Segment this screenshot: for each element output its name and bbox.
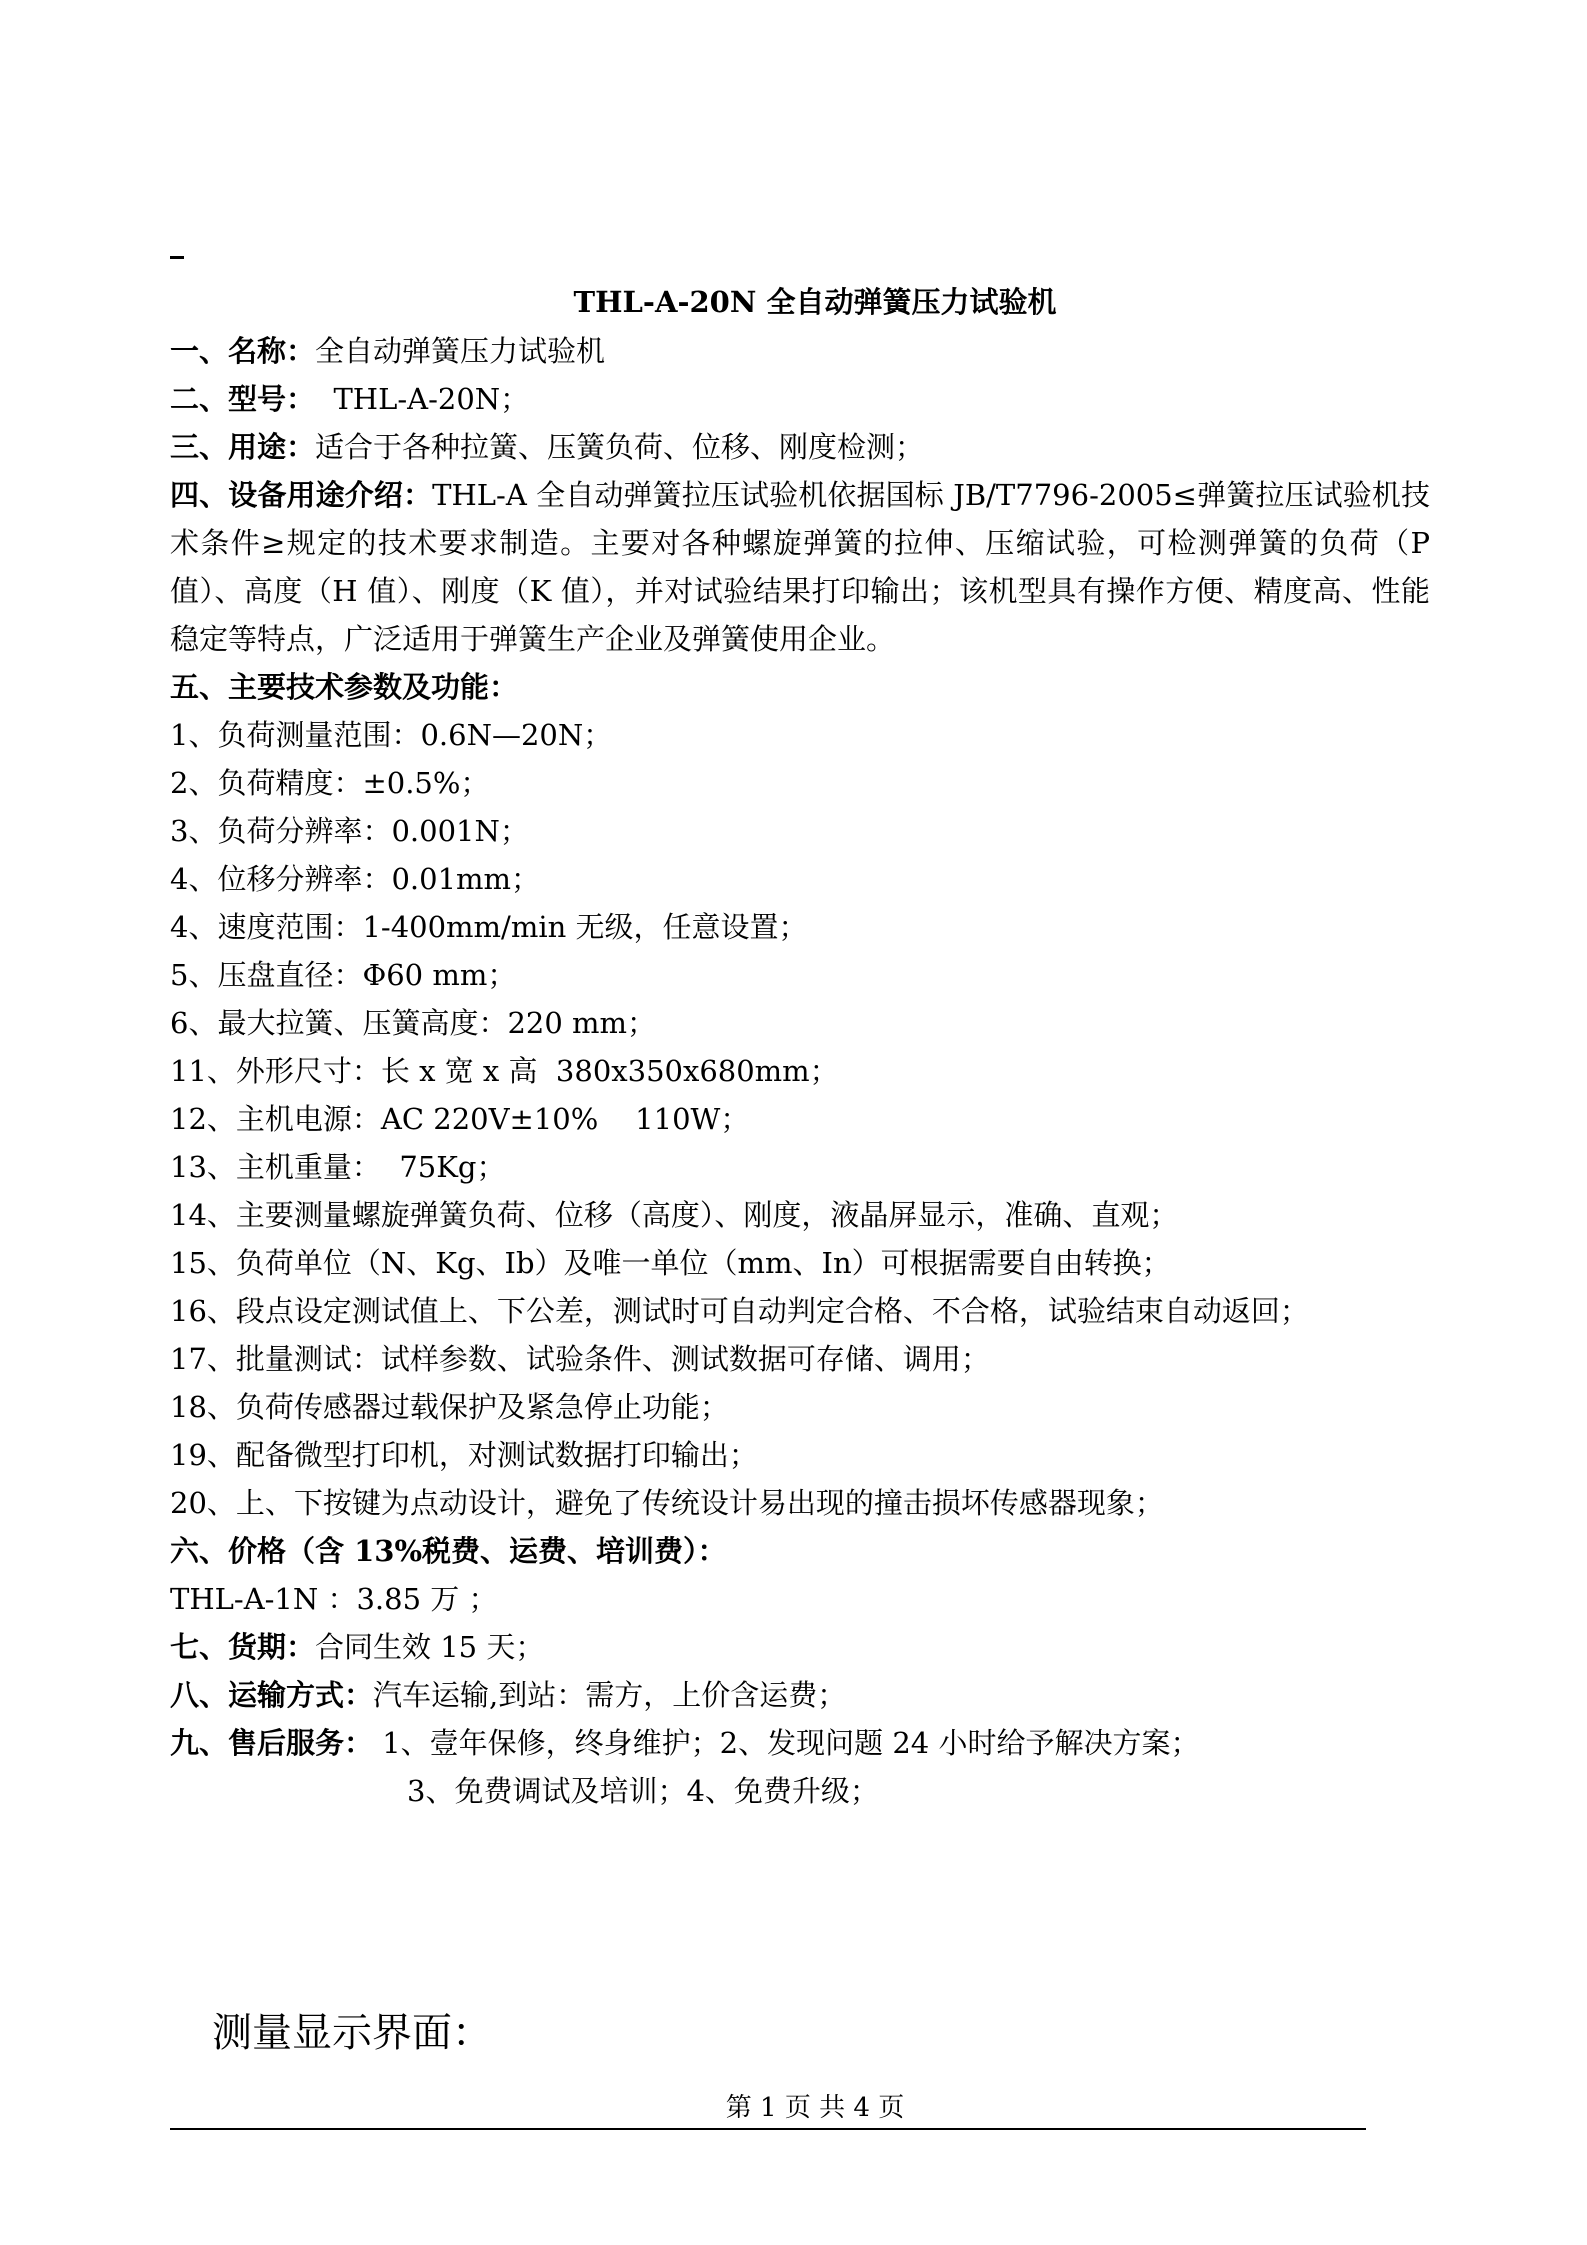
section-name	[170, 327, 1430, 375]
param-item: 2、负荷精度：±0.5%；	[170, 766, 490, 800]
section-service-line1: 1、壹年保修，终身维护；2、发现问题 24 小时给予解决方案；	[373, 1726, 1200, 1760]
section-service	[170, 1719, 1430, 1767]
param-item: 14、主要测量螺旋弹簧负荷、位移（高度）、刚度，液晶屏显示，准确、直观；	[170, 1198, 1179, 1232]
section-name-value: 全自动弹簧压力试验机	[315, 334, 606, 368]
param-item: 4、位移分辨率：0.01mm；	[170, 862, 541, 896]
param-item: 18、负荷传感器过载保护及紧急停止功能；	[170, 1390, 729, 1424]
param-item: 13、主机重量： 75Kg；	[170, 1150, 506, 1184]
section-transport-label: 八、运输方式：	[170, 1678, 374, 1712]
param-item: 12、主机电源：AC 220V±10% 110W；	[170, 1102, 750, 1136]
section-delivery-label: 七、货期：	[170, 1630, 316, 1664]
param-item: 17、批量测试：试样参数、试验条件、测试数据可存储、调用；	[170, 1342, 990, 1376]
section-usage	[170, 423, 1430, 471]
price-heading: 六、价格（含 13%税费、运费、培训费）：	[170, 1534, 727, 1568]
section-name-label: 一、名称：	[170, 334, 316, 368]
param-item: 15、负荷单位（N、Kg、Ib）及唯一单位（mm、In）可根据需要自由转换；	[170, 1246, 1171, 1280]
section-usage-label: 三、用途：	[170, 430, 316, 464]
document-body	[170, 327, 1430, 1815]
param-item: 1、负荷测量范围：0.6N—20N；	[170, 718, 613, 752]
header-dash-mark	[170, 256, 184, 259]
param-item: 3、负荷分辨率：0.001N；	[170, 814, 529, 848]
param-item: 19、配备微型打印机，对测试数据打印输出；	[170, 1438, 758, 1472]
section-service-line2: 3、免费调试及培训；4、免费升级；	[407, 1774, 879, 1808]
section-delivery-value: 合同生效 15 天；	[315, 1630, 545, 1664]
measure-display-heading: 测量显示界面：	[212, 2010, 492, 2056]
section-service-label: 九、售后服务：	[170, 1726, 374, 1760]
section-delivery	[170, 1623, 1430, 1671]
section-intro	[170, 471, 1430, 663]
section-intro-label: 四、设备用途介绍：	[170, 478, 433, 512]
section-usage-value: 适合于各种拉簧、压簧负荷、位移、刚度检测；	[315, 430, 925, 464]
param-item: 4、速度范围：1-400mm/min 无级，任意设置；	[170, 910, 808, 944]
page-number: 第 1 页 共 4 页	[725, 2093, 905, 2123]
section-intro-value: THL-A 全自动弹簧拉压试验机依据国标 JB/T7796-2005≤弹簧拉压试验机技术条件≥规定的技术要求制造。主要对各种螺旋弹簧的拉伸、压缩试验，可检测弹簧的负荷（P 值）、高度（H 值）、刚度（K 值），并对试验结果打印输出；该机型具有操作方便、精度高、性能稳定等特点，广泛适用于弹簧生产企业及弹簧使用企业。	[170, 478, 1430, 656]
document-title: THL-A-20N 全自动弹簧压力试验机	[573, 285, 1057, 319]
section-model	[170, 375, 1430, 423]
param-item: 6、最大拉簧、压簧高度：220 mm；	[170, 1006, 657, 1040]
price-value: THL-A-1N ：3.85 万 ；	[170, 1582, 498, 1616]
params-heading: 五、主要技术参数及功能：	[170, 670, 519, 704]
param-item: 5、压盘直径：Φ60 mm；	[170, 958, 517, 992]
param-item: 16、段点设定测试值上、下公差，测试时可自动判定合格、不合格，试验结束自动返回；	[170, 1294, 1309, 1328]
footer-rule	[170, 2128, 1366, 2130]
section-model-label: 二、型号：	[170, 382, 316, 416]
param-item: 11、外形尺寸：长 x 宽 x 高 380x350x680mm；	[170, 1054, 839, 1088]
section-transport-value: 汽车运输,到站：需方，上价含运费；	[373, 1678, 847, 1712]
param-item: 20、上、下按键为点动设计，避免了传统设计易出现的撞击损坏传感器现象；	[170, 1486, 1164, 1520]
section-transport	[170, 1671, 1430, 1719]
section-model-value: THL-A-20N；	[315, 382, 530, 416]
